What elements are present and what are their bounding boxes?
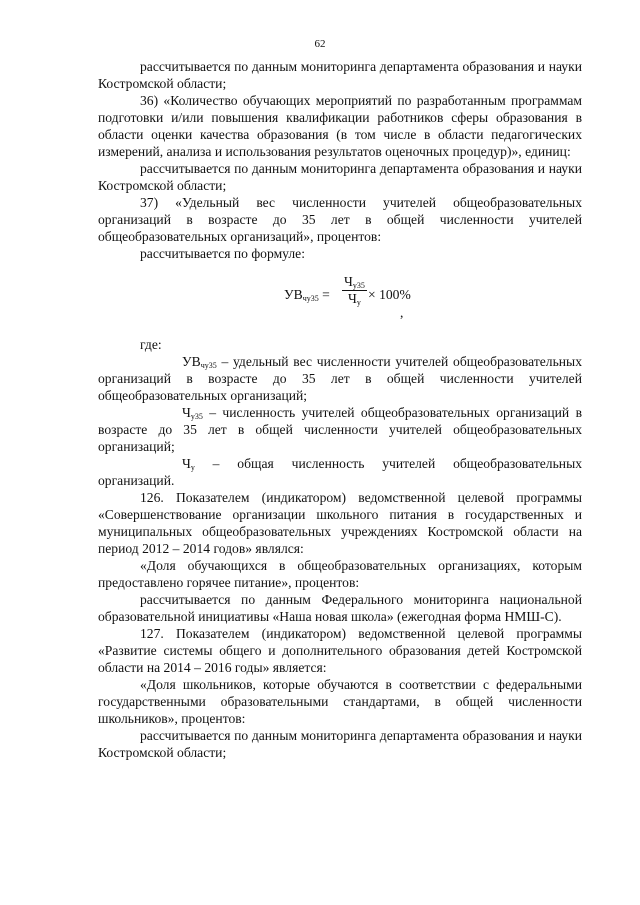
paragraph: 126. Показателем (индикатором) ведомственной целевой программы «Совершенствование организации школьного питания в государственных и муниципальных общеобразовательных учреждениях Костромской области на период 2012 – 2014 годов» являлся: — [98, 490, 582, 556]
definition-symbol: $Ч_у$ — [182, 456, 195, 472]
paragraph: 37) «Удельный вес численности учителей общеобразовательных организаций в возрасте до 35 лет в общей численности учителей общеобразовательных организаций», процентов: — [98, 195, 582, 244]
paragraph: «Доля школьников, которые обучаются в соответствии с федеральными государственными образовательными стандартами, в общей численности школьников», процентов: — [98, 677, 582, 726]
paragraph: рассчитывается по данным мониторинга департамента образования и науки Костромской области; — [98, 59, 582, 91]
definition: $Ч_{у35}$ – численность учителей общеобразовательных организаций в возрасте до 35 лет в общей численности учителей общеобразовательных организаций; — [98, 405, 582, 454]
paragraph: 36) «Количество обучающих мероприятий по разработанным программам подготовки и/или повышения квалификации работников сферы образования в области оценки качества образования (в том числе в области педагогических измерений, анализа и использования результатов оценочных процедур)», единиц: — [98, 93, 582, 159]
paragraph: 127. Показателем (индикатором) ведомственной целевой программы «Развитие системы общего и дополнительного образования детей Костромской области на 2014 – 2016 годы» является: — [98, 626, 582, 675]
formula-lhs: $УВ_{чу35}$ = — [284, 287, 330, 303]
paragraph: рассчитывается по данным мониторинга департамента образования и науки Костромской области; — [98, 728, 582, 760]
formula-denominator: $Ч_у$ — [348, 291, 361, 307]
definition-symbol: $УВ_{чу35}$ — [182, 354, 217, 370]
formula-multiplier: × 100% — [368, 287, 411, 302]
paragraph: «Доля обучающихся в общеобразовательных организациях, которым предоставлено горячее питание», процентов: — [98, 558, 582, 590]
formula — [98, 266, 582, 332]
paragraph: рассчитывается по данным Федерального мониторинга национальной образовательной инициативы «Наша новая школа» (ежегодная форма НМШ-С). — [98, 592, 582, 624]
paragraph: рассчитывается по данным мониторинга департамента образования и науки Костромской области; — [98, 161, 582, 193]
paragraph: рассчитывается по формуле: — [140, 246, 305, 261]
where-label: где: — [140, 337, 162, 352]
page-number: 62 — [314, 38, 326, 50]
formula-numerator: $Ч_{у35}$ — [344, 274, 365, 290]
definition: $УВ_{чу35}$ – удельный вес численности учителей общеобразовательных организаций в возрасте до 35 лет в общей численности учителей общеобразовательных организаций; — [98, 354, 582, 403]
definition: $Ч_у$ – общая численность учителей общеобразовательных организаций. — [98, 456, 582, 488]
formula-comma: , — [400, 305, 404, 320]
formula-fraction — [342, 274, 367, 307]
definition-symbol: $Ч_{у35}$ — [182, 405, 203, 421]
